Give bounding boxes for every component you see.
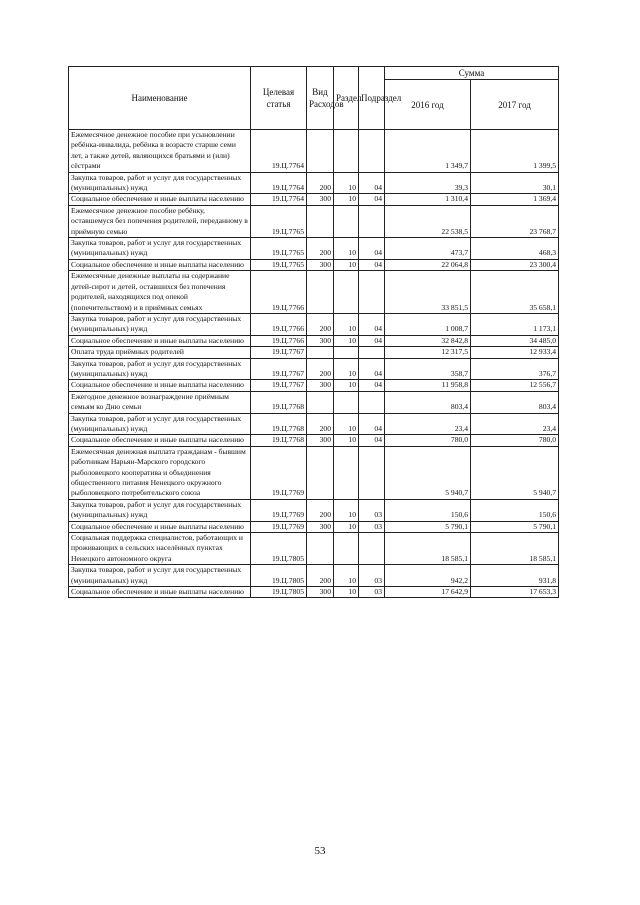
row-sum-2016: 11 958,8 bbox=[385, 380, 471, 391]
row-sum-2017: 1 369,4 bbox=[471, 194, 559, 205]
row-sum-2016: 5 940,7 bbox=[385, 446, 471, 499]
row-sum-2016: 32 842,8 bbox=[385, 335, 471, 346]
row-vid: 200 bbox=[307, 172, 334, 194]
row-name: Социальное обеспечение и иные выплаты населению bbox=[69, 587, 251, 598]
row-razdel bbox=[334, 271, 359, 314]
row-podrazdel bbox=[359, 347, 385, 358]
row-name: Закупка товаров, работ и услуг для государственных (муниципальных) нужд bbox=[69, 238, 251, 260]
row-vid bbox=[307, 347, 334, 358]
row-name: Закупка товаров, работ и услуг для государственных (муниципальных) нужд bbox=[69, 565, 251, 587]
row-vid: 300 bbox=[307, 435, 334, 446]
row-vid bbox=[307, 446, 334, 499]
row-sum-2017: 803,4 bbox=[471, 391, 559, 413]
table-row bbox=[69, 358, 559, 380]
row-razdel bbox=[334, 205, 359, 237]
row-vid: 300 bbox=[307, 259, 334, 270]
table-row bbox=[69, 587, 559, 598]
row-target-code: 19.Ц.7766 bbox=[251, 313, 307, 335]
row-sum-2016: 803,4 bbox=[385, 391, 471, 413]
table-row bbox=[69, 565, 559, 587]
row-razdel: 10 bbox=[334, 313, 359, 335]
header-year-2016: 2016 год bbox=[385, 80, 471, 130]
row-name: Закупка товаров, работ и услуг для государственных (муниципальных) нужд bbox=[69, 499, 251, 521]
row-podrazdel bbox=[359, 271, 385, 314]
row-razdel: 10 bbox=[334, 435, 359, 446]
row-vid bbox=[307, 391, 334, 413]
row-sum-2017: 12 933,4 bbox=[471, 347, 559, 358]
row-sum-2017: 23 300,4 bbox=[471, 259, 559, 270]
header-name: Наименование bbox=[69, 67, 251, 130]
row-name: Социальное обеспечение и иные выплаты населению bbox=[69, 259, 251, 270]
row-podrazdel bbox=[359, 446, 385, 499]
row-vid: 200 bbox=[307, 238, 334, 260]
row-name: Ежемесячная денежная выплата гражданам - бывшим работникам Нарьян-Марского городского рыболовецкого кооператива и объединения общественного питания Ненецкого окружного рыболовецкого потребительского союза bbox=[69, 446, 251, 499]
row-name: Ежегодное денежное вознаграждение приёмным семьям ко Дню семьи bbox=[69, 391, 251, 413]
row-sum-2016: 33 851,5 bbox=[385, 271, 471, 314]
table-row bbox=[69, 259, 559, 270]
row-target-code: 19.Ц.7769 bbox=[251, 446, 307, 499]
table-body bbox=[69, 130, 559, 598]
row-sum-2017: 376,7 bbox=[471, 358, 559, 380]
table-row bbox=[69, 194, 559, 205]
row-name: Ежемесячное денежное пособие ребёнку, оставшемуся без попечения родителей, переданному в приёмную семью bbox=[69, 205, 251, 237]
row-name: Социальная поддержка специалистов, работающих и проживающих в сельских населённых пунктах Ненецкого автономного округа bbox=[69, 533, 251, 565]
row-sum-2017: 35 658,1 bbox=[471, 271, 559, 314]
row-sum-2017: 5 790,1 bbox=[471, 521, 559, 532]
row-name: Ежемесячное денежное пособие при усыновлении ребёнка-инвалида, ребёнка в возрасте старше семи лет, а также детей, являющихся братьями и (или) сёстрами bbox=[69, 130, 251, 173]
row-razdel: 10 bbox=[334, 259, 359, 270]
row-razdel: 10 bbox=[334, 413, 359, 435]
row-podrazdel: 03 bbox=[359, 499, 385, 521]
row-sum-2016: 39,3 bbox=[385, 172, 471, 194]
row-target-code: 19.Ц.7767 bbox=[251, 347, 307, 358]
row-vid: 200 bbox=[307, 565, 334, 587]
row-target-code: 19.Ц.7765 bbox=[251, 205, 307, 237]
row-vid bbox=[307, 271, 334, 314]
row-sum-2016: 1 008,7 bbox=[385, 313, 471, 335]
row-podrazdel: 04 bbox=[359, 413, 385, 435]
row-target-code: 19.Ц.7766 bbox=[251, 335, 307, 346]
row-target-code: 19.Ц.7764 bbox=[251, 194, 307, 205]
row-razdel: 10 bbox=[334, 194, 359, 205]
table-row bbox=[69, 271, 559, 314]
header-year-2017: 2017 год bbox=[471, 80, 559, 130]
row-podrazdel: 04 bbox=[359, 238, 385, 260]
row-sum-2017: 34 485,0 bbox=[471, 335, 559, 346]
row-razdel: 10 bbox=[334, 172, 359, 194]
row-podrazdel: 04 bbox=[359, 358, 385, 380]
row-vid: 200 bbox=[307, 358, 334, 380]
table-row bbox=[69, 521, 559, 532]
table-row bbox=[69, 435, 559, 446]
row-podrazdel: 04 bbox=[359, 259, 385, 270]
row-sum-2016: 780,0 bbox=[385, 435, 471, 446]
header-summa: Сумма bbox=[385, 67, 559, 80]
row-sum-2017: 23 768,7 bbox=[471, 205, 559, 237]
row-sum-2016: 942,2 bbox=[385, 565, 471, 587]
row-sum-2016: 358,7 bbox=[385, 358, 471, 380]
row-podrazdel: 03 bbox=[359, 587, 385, 598]
row-target-code: 19.Ц.7765 bbox=[251, 259, 307, 270]
table-row bbox=[69, 413, 559, 435]
row-sum-2017: 23,4 bbox=[471, 413, 559, 435]
table-row bbox=[69, 533, 559, 565]
row-name: Социальное обеспечение и иные выплаты населению bbox=[69, 335, 251, 346]
row-sum-2017: 12 556,7 bbox=[471, 380, 559, 391]
row-sum-2016: 5 790,1 bbox=[385, 521, 471, 532]
row-razdel: 10 bbox=[334, 238, 359, 260]
row-podrazdel: 04 bbox=[359, 172, 385, 194]
table-row bbox=[69, 172, 559, 194]
row-sum-2016: 1 349,7 bbox=[385, 130, 471, 173]
row-sum-2017: 780,0 bbox=[471, 435, 559, 446]
row-sum-2016: 1 310,4 bbox=[385, 194, 471, 205]
table-row bbox=[69, 391, 559, 413]
row-vid: 200 bbox=[307, 313, 334, 335]
row-name: Социальное обеспечение и иные выплаты населению bbox=[69, 194, 251, 205]
row-sum-2016: 23,4 bbox=[385, 413, 471, 435]
row-razdel: 10 bbox=[334, 565, 359, 587]
row-sum-2016: 12 317,5 bbox=[385, 347, 471, 358]
row-podrazdel: 04 bbox=[359, 313, 385, 335]
row-razdel: 10 bbox=[334, 587, 359, 598]
header-vid: Вид Расходов bbox=[307, 67, 334, 130]
table-row bbox=[69, 335, 559, 346]
row-razdel bbox=[334, 446, 359, 499]
row-sum-2017: 931,8 bbox=[471, 565, 559, 587]
row-name: Социальное обеспечение и иные выплаты населению bbox=[69, 380, 251, 391]
table-row bbox=[69, 347, 559, 358]
table-header bbox=[69, 67, 559, 130]
row-podrazdel bbox=[359, 391, 385, 413]
row-podrazdel: 03 bbox=[359, 565, 385, 587]
table-row bbox=[69, 446, 559, 499]
table-row bbox=[69, 313, 559, 335]
row-sum-2016: 22 064,8 bbox=[385, 259, 471, 270]
row-name: Закупка товаров, работ и услуг для государственных (муниципальных) нужд bbox=[69, 172, 251, 194]
row-target-code: 19.Ц.7768 bbox=[251, 435, 307, 446]
row-sum-2016: 18 585,1 bbox=[385, 533, 471, 565]
row-sum-2016: 150,6 bbox=[385, 499, 471, 521]
row-vid: 300 bbox=[307, 380, 334, 391]
row-target-code: 19.Ц.7764 bbox=[251, 172, 307, 194]
table-row bbox=[69, 238, 559, 260]
row-target-code: 19.Ц.7805 bbox=[251, 587, 307, 598]
row-razdel: 10 bbox=[334, 380, 359, 391]
row-vid bbox=[307, 130, 334, 173]
row-target-code: 19.Ц.7805 bbox=[251, 533, 307, 565]
header-razdel: Раздел bbox=[334, 67, 359, 130]
row-sum-2016: 22 538,5 bbox=[385, 205, 471, 237]
row-razdel: 10 bbox=[334, 358, 359, 380]
row-vid: 200 bbox=[307, 413, 334, 435]
row-name: Ежемесячные денежные выплаты на содержание детей-сирот и детей, оставшихся без попечения родителей, находящихся под опекой (попечительством) и в приёмных семьях bbox=[69, 271, 251, 314]
row-target-code: 19.Ц.7767 bbox=[251, 358, 307, 380]
row-podrazdel: 04 bbox=[359, 380, 385, 391]
row-target-code: 19.Ц.7805 bbox=[251, 565, 307, 587]
row-name: Закупка товаров, работ и услуг для государственных (муниципальных) нужд bbox=[69, 413, 251, 435]
row-razdel bbox=[334, 533, 359, 565]
row-sum-2016: 473,7 bbox=[385, 238, 471, 260]
row-target-code: 19.Ц.7766 bbox=[251, 271, 307, 314]
budget-table bbox=[68, 66, 559, 598]
row-razdel bbox=[334, 130, 359, 173]
header-podrazdel: Подраздел bbox=[359, 67, 385, 130]
row-name: Закупка товаров, работ и услуг для государственных (муниципальных) нужд bbox=[69, 358, 251, 380]
row-target-code: 19.Ц.7769 bbox=[251, 499, 307, 521]
row-vid: 300 bbox=[307, 194, 334, 205]
row-target-code: 19.Ц.7768 bbox=[251, 413, 307, 435]
row-razdel bbox=[334, 391, 359, 413]
row-razdel: 10 bbox=[334, 499, 359, 521]
table-row bbox=[69, 380, 559, 391]
row-podrazdel: 04 bbox=[359, 194, 385, 205]
row-razdel: 10 bbox=[334, 521, 359, 532]
row-sum-2017: 17 653,3 bbox=[471, 587, 559, 598]
table-row bbox=[69, 205, 559, 237]
row-podrazdel bbox=[359, 205, 385, 237]
row-razdel: 10 bbox=[334, 335, 359, 346]
row-name: Оплата труда приёмных родителей bbox=[69, 347, 251, 358]
row-razdel bbox=[334, 347, 359, 358]
row-target-code: 19.Ц.7767 bbox=[251, 380, 307, 391]
header-target: Целевая статья bbox=[251, 67, 307, 130]
page-number: 53 bbox=[314, 845, 326, 857]
row-name: Закупка товаров, работ и услуг для государственных (муниципальных) нужд bbox=[69, 313, 251, 335]
row-vid: 300 bbox=[307, 521, 334, 532]
row-vid bbox=[307, 205, 334, 237]
row-sum-2017: 1 399,5 bbox=[471, 130, 559, 173]
row-target-code: 19.Ц.7764 bbox=[251, 130, 307, 173]
row-vid: 300 bbox=[307, 587, 334, 598]
row-target-code: 19.Ц.7768 bbox=[251, 391, 307, 413]
row-podrazdel bbox=[359, 130, 385, 173]
row-sum-2016: 17 642,9 bbox=[385, 587, 471, 598]
row-podrazdel: 04 bbox=[359, 435, 385, 446]
row-vid bbox=[307, 533, 334, 565]
row-podrazdel bbox=[359, 533, 385, 565]
row-sum-2017: 18 585,1 bbox=[471, 533, 559, 565]
table-row bbox=[69, 499, 559, 521]
row-sum-2017: 30,1 bbox=[471, 172, 559, 194]
row-podrazdel: 04 bbox=[359, 335, 385, 346]
row-name: Социальное обеспечение и иные выплаты населению bbox=[69, 521, 251, 532]
row-vid: 200 bbox=[307, 499, 334, 521]
row-sum-2017: 1 173,1 bbox=[471, 313, 559, 335]
row-target-code: 19.Ц.7769 bbox=[251, 521, 307, 532]
row-vid: 300 bbox=[307, 335, 334, 346]
row-podrazdel: 03 bbox=[359, 521, 385, 532]
row-sum-2017: 150,6 bbox=[471, 499, 559, 521]
row-name: Социальное обеспечение и иные выплаты населению bbox=[69, 435, 251, 446]
row-sum-2017: 5 940,7 bbox=[471, 446, 559, 499]
row-sum-2017: 468,3 bbox=[471, 238, 559, 260]
table-row bbox=[69, 130, 559, 173]
row-target-code: 19.Ц.7765 bbox=[251, 238, 307, 260]
